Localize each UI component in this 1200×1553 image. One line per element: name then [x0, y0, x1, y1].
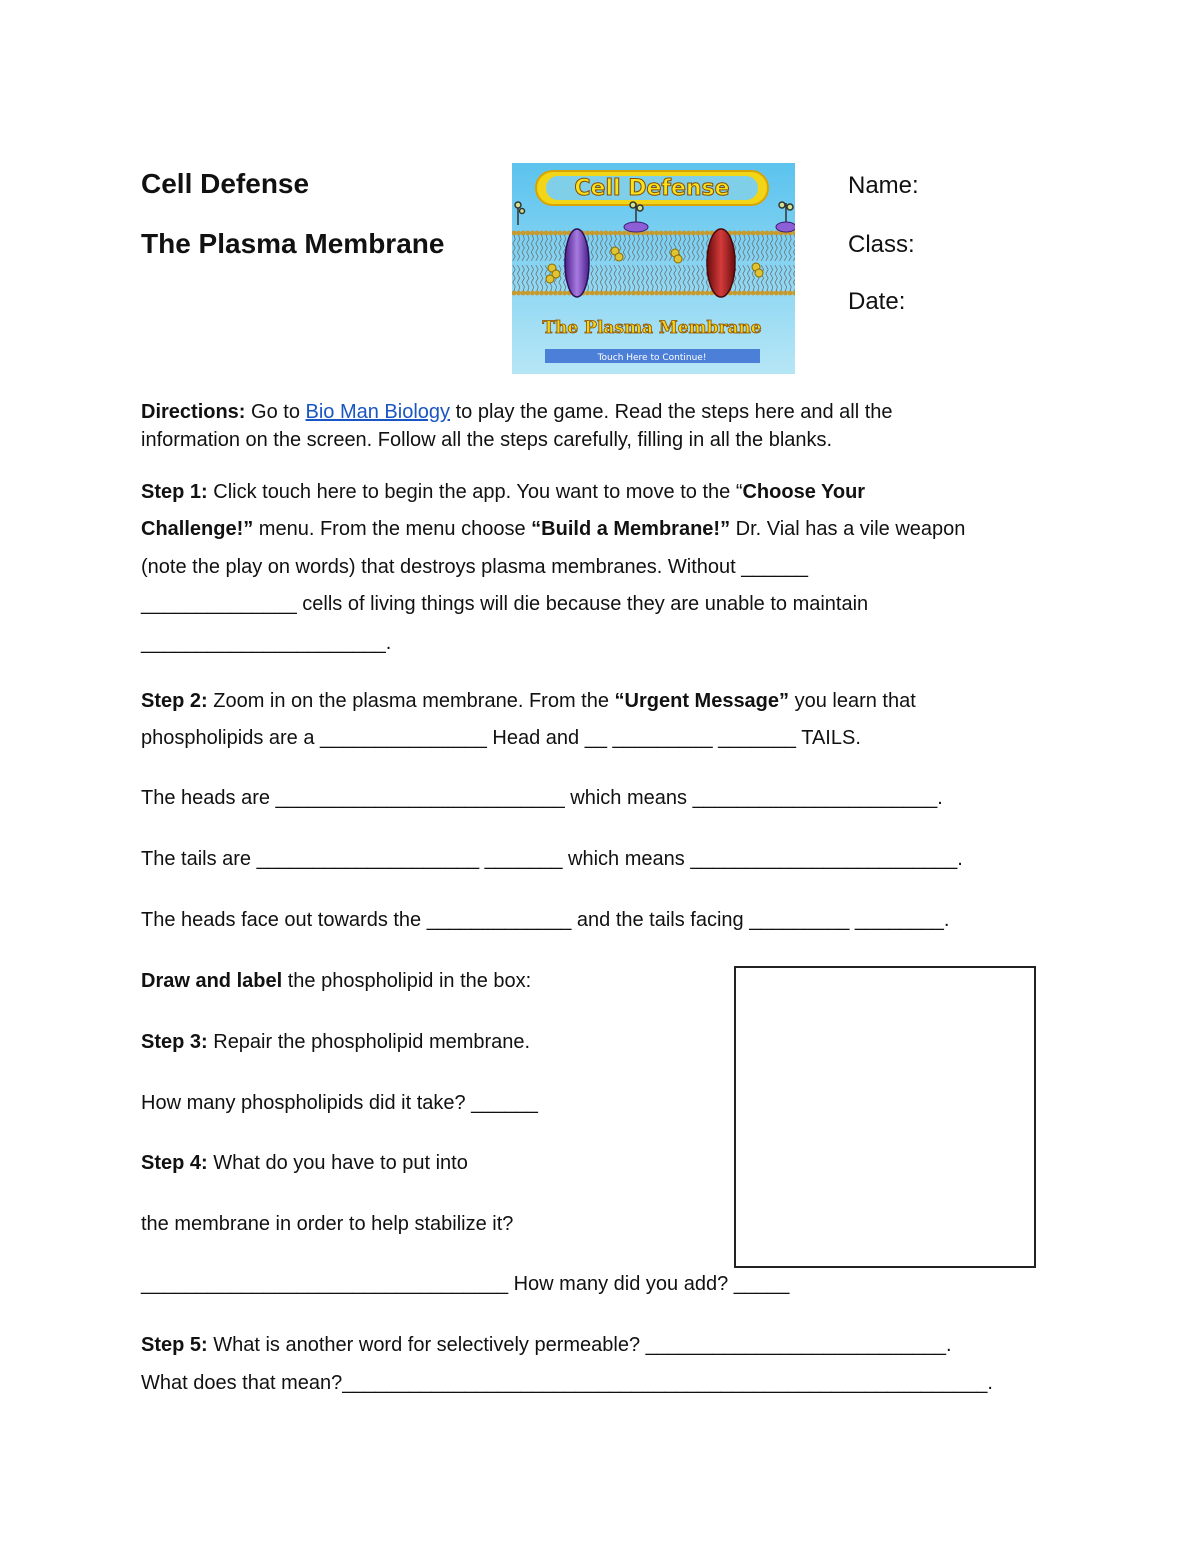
drawing-box[interactable] — [734, 966, 1036, 1268]
phospholipid-head — [622, 231, 627, 236]
phospholipid-head — [691, 231, 696, 236]
page-title: Cell Defense — [141, 168, 310, 199]
step4-label: Step 4: — [141, 1152, 208, 1174]
draw-rest: the phospholipid in the box: — [282, 970, 532, 992]
phospholipid-head — [622, 291, 627, 296]
phospholipid-head — [608, 231, 613, 236]
step3-text: Repair the phospholipid membrane. — [207, 1031, 531, 1053]
thumbnail-footer-text: The Plasma Membrane — [542, 318, 762, 338]
phospholipid-head — [742, 231, 747, 236]
step3-line-1 — [141, 1031, 530, 1054]
phospholipid-head — [673, 231, 678, 236]
phospholipid-head — [700, 231, 705, 236]
phospholipid-head — [525, 231, 530, 236]
step5-line-1 — [141, 1334, 952, 1357]
step2-line-1 — [141, 690, 916, 713]
step1-line-2 — [141, 518, 965, 541]
phospholipid-head — [521, 291, 526, 296]
phospholipid-head — [590, 231, 595, 236]
phospholipid-head — [558, 291, 563, 296]
phospholipid-head — [783, 291, 788, 296]
phospholipid-head — [696, 231, 701, 236]
phospholipid-head — [774, 231, 779, 236]
phospholipid-head — [553, 231, 558, 236]
phospholipid-head — [585, 231, 590, 236]
phospholipid-head — [599, 231, 604, 236]
phospholipid-head — [682, 231, 687, 236]
step1-line-3: (note the play on words) that destroys plasma membranes. Without ______ — [141, 556, 809, 578]
phospholipid-head — [539, 291, 544, 296]
phospholipid-head — [760, 291, 765, 296]
phospholipid-head — [650, 231, 655, 236]
step2-text-c: you learn that — [789, 690, 916, 712]
phospholipid-head — [668, 291, 673, 296]
step2-line-2: phospholipids are a _______________ Head and __ _________ _______ TAILS. — [141, 727, 861, 749]
phospholipid-head — [590, 291, 595, 296]
phospholipid-head — [677, 291, 682, 296]
draw-instruction — [141, 970, 531, 993]
phospholipid-head — [516, 291, 521, 296]
phospholipid-head — [668, 231, 673, 236]
phospholipid-head — [604, 291, 609, 296]
phospholipid-head — [530, 291, 535, 296]
step4-line-1 — [141, 1152, 468, 1175]
step2-line-3: The heads are __________________________ which means ______________________. — [141, 787, 943, 809]
phospholipid-head — [774, 291, 779, 296]
directions-line-1 — [141, 401, 893, 424]
phospholipid-head — [663, 291, 668, 296]
phospholipid-head — [631, 291, 636, 296]
step5-line-2: What does that mean?__________________________________________________________. — [141, 1372, 993, 1394]
phospholipid-head — [553, 291, 558, 296]
phospholipid-head — [732, 231, 737, 236]
class-label: Class: — [848, 231, 915, 258]
phospholipid-head — [640, 291, 645, 296]
phospholipid-head — [585, 291, 590, 296]
page-subtitle: The Plasma Membrane — [141, 228, 445, 259]
phospholipid-head — [755, 231, 760, 236]
directions-label: Directions: — [141, 401, 246, 423]
phospholipid-head — [562, 231, 567, 236]
step2-line-4: The tails are ____________________ _______ which means ________________________. — [141, 848, 963, 870]
step2-label: Step 2: — [141, 690, 208, 712]
plasma-membrane-illustration — [512, 163, 795, 374]
phospholipid-head — [544, 231, 549, 236]
phospholipid-head — [521, 231, 526, 236]
step1-bold-build: “Build a Membrane!” — [531, 518, 731, 540]
phospholipid-head — [636, 291, 641, 296]
step1-bold-challenge: Challenge!” — [141, 518, 254, 540]
phospholipid-head — [788, 291, 793, 296]
game-thumbnail — [512, 163, 795, 374]
phospholipid-head — [700, 291, 705, 296]
step1-text-menu: menu. From the menu choose — [253, 518, 532, 540]
phospholipid-head — [737, 231, 742, 236]
phospholipid-head — [765, 231, 770, 236]
step1-line-5: ______________________. — [141, 632, 392, 654]
phospholipid-head — [539, 231, 544, 236]
step1-text-a: Click touch here to begin the app. You want to move to the “ — [207, 481, 743, 503]
phospholipid-head — [732, 291, 737, 296]
phospholipid-head — [769, 291, 774, 296]
phospholipid-head — [525, 291, 530, 296]
phospholipid-head — [686, 291, 691, 296]
phospholipid-head — [673, 291, 678, 296]
step1-text-vial: Dr. Vial has a vile weapon — [730, 518, 966, 540]
step2-text-a: Zoom in on the plasma membrane. From the — [207, 690, 615, 712]
directions-pre: Go to — [245, 401, 306, 423]
phospholipid-head — [544, 291, 549, 296]
phospholipid-head — [778, 291, 783, 296]
phospholipid-head — [696, 291, 701, 296]
phospholipid-head — [742, 291, 747, 296]
phospholipid-head — [604, 231, 609, 236]
step2-line-5: The heads face out towards the _____________ and the tails facing _________ ________. — [141, 909, 950, 931]
directions-post: to play the game. Read the steps here and all the — [450, 401, 893, 423]
phospholipid-head — [645, 291, 650, 296]
phospholipid-head — [746, 231, 751, 236]
step3-question: How many phospholipids did it take? ______ — [141, 1092, 538, 1114]
phospholipid-head — [548, 291, 553, 296]
step3-label: Step 3: — [141, 1031, 208, 1053]
phospholipid-head — [686, 231, 691, 236]
phospholipid-head — [617, 291, 622, 296]
phospholipid-head — [594, 291, 599, 296]
phospholipid-head — [558, 231, 563, 236]
phospholipid-head — [751, 291, 756, 296]
phospholipid-head — [755, 291, 760, 296]
phospholipid-head — [691, 291, 696, 296]
phospholipid-head — [608, 291, 613, 296]
phospholipid-head — [760, 231, 765, 236]
phospholipid-head — [677, 231, 682, 236]
phospholipid-head — [769, 231, 774, 236]
phospholipid-head — [659, 291, 664, 296]
phospholipid-head — [617, 231, 622, 236]
phospholipid-head — [737, 291, 742, 296]
phospholipid-head — [516, 231, 521, 236]
phospholipid-head — [654, 291, 659, 296]
phospholipid-head — [548, 231, 553, 236]
step1-label: Step 1: — [141, 481, 208, 503]
draw-bold: Draw and label — [141, 970, 283, 992]
step5-text: What is another word for selectively permeable? ___________________________. — [207, 1334, 952, 1356]
phospholipid-head — [751, 231, 756, 236]
name-label: Name: — [848, 172, 919, 199]
phospholipid-head — [705, 291, 710, 296]
phospholipid-head — [746, 291, 751, 296]
phospholipid-head — [535, 231, 540, 236]
phospholipid-head — [599, 291, 604, 296]
step5-label: Step 5: — [141, 1334, 208, 1356]
step4-line-3: _________________________________ How many did you add? _____ — [141, 1273, 790, 1295]
step4-line-2: the membrane in order to help stabilize it? — [141, 1213, 514, 1235]
phospholipid-head — [663, 231, 668, 236]
phospholipid-head — [530, 231, 535, 236]
phospholipid-head — [535, 291, 540, 296]
phospholipid-head — [613, 231, 618, 236]
phospholipid-head — [562, 291, 567, 296]
phospholipid-head — [645, 231, 650, 236]
phospholipid-head — [765, 291, 770, 296]
step4-text: What do you have to put into — [207, 1152, 468, 1174]
phospholipid-head — [654, 231, 659, 236]
thumbnail-continue-button: Touch Here to Continue! — [597, 353, 707, 363]
phospholipid-head — [682, 291, 687, 296]
phospholipid-head — [613, 291, 618, 296]
phospholipid-head — [594, 231, 599, 236]
date-label: Date: — [848, 288, 906, 315]
bio-man-biology-link[interactable]: Bio Man Biology — [305, 401, 451, 423]
phospholipid-head — [650, 291, 655, 296]
thumbnail-banner-text: Cell Defense — [574, 176, 730, 201]
phospholipid-head — [627, 291, 632, 296]
step1-line-4: ______________ cells of living things will die because they are unable to maintain — [141, 593, 869, 615]
phospholipid-head — [659, 231, 664, 236]
phospholipid-head — [705, 231, 710, 236]
step2-bold-urgent: “Urgent Message” — [614, 690, 790, 712]
step1-bold-b: Choose Your — [742, 481, 866, 503]
directions-line-2: information on the screen. Follow all the steps carefully, filling in all the blanks. — [141, 429, 833, 451]
step1-line-1 — [141, 481, 865, 504]
